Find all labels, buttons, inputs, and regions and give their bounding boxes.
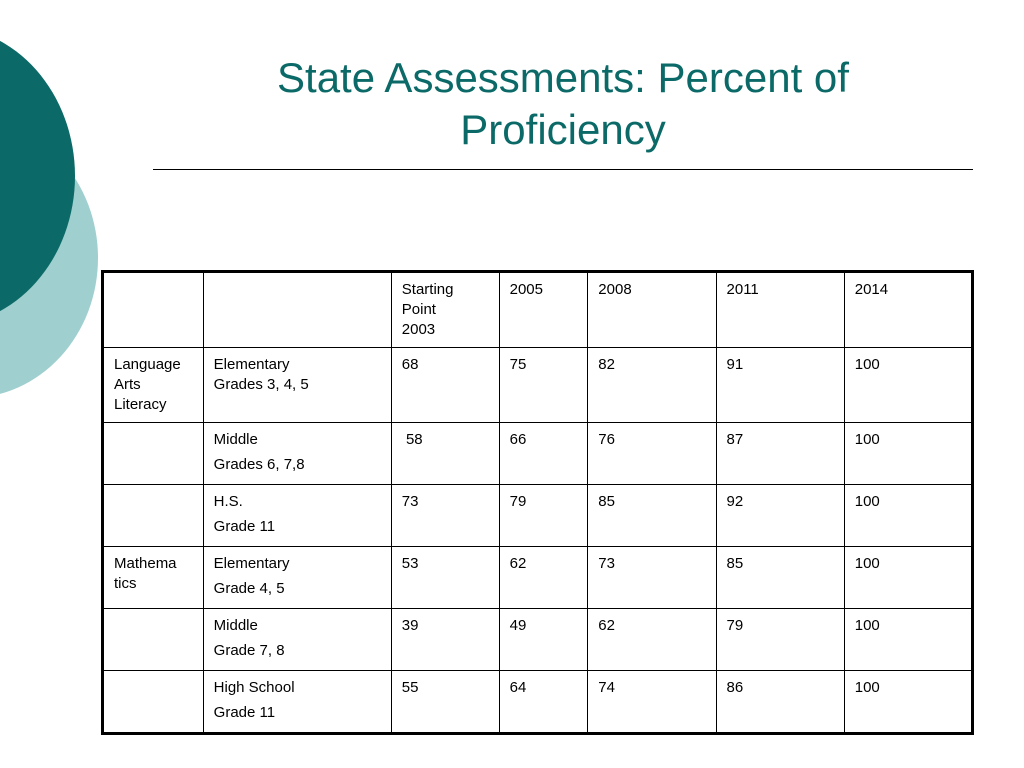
value-cell: 86: [716, 671, 844, 734]
value-cell: 92: [716, 485, 844, 547]
value-cell: 100: [844, 547, 972, 609]
title-line-1: State Assessments: Percent of: [277, 54, 849, 101]
subject-cell: Mathema tics: [103, 547, 204, 609]
proficiency-table: [101, 270, 974, 735]
value-cell: 85: [588, 485, 716, 547]
value-cell: 91: [716, 348, 844, 423]
header-cell-2008: 2008: [588, 272, 716, 348]
table-row: [103, 609, 973, 671]
value-cell: 87: [716, 423, 844, 485]
title-line-2: Proficiency: [460, 106, 666, 153]
value-cell: 62: [499, 547, 588, 609]
value-cell: 100: [844, 671, 972, 734]
header-cell-starting-point: Starting Point 2003: [391, 272, 499, 348]
proficiency-table-container: [101, 270, 974, 735]
value-cell: 68: [391, 348, 499, 423]
value-cell: 73: [588, 547, 716, 609]
value-cell: 85: [716, 547, 844, 609]
title-divider: [153, 169, 973, 170]
value-cell: 53: [391, 547, 499, 609]
level-cell: H.S. Grade 11: [203, 485, 391, 547]
table-row: [103, 547, 973, 609]
value-cell: 64: [499, 671, 588, 734]
value-cell: 100: [844, 348, 972, 423]
level-cell: Elementary Grades 3, 4, 5: [203, 348, 391, 423]
value-cell: 39: [391, 609, 499, 671]
value-cell: 73: [391, 485, 499, 547]
slide-title: [200, 52, 926, 156]
value-cell: 100: [844, 423, 972, 485]
header-cell-empty: [103, 272, 204, 348]
value-cell: 79: [499, 485, 588, 547]
level-cell: Elementary Grade 4, 5: [203, 547, 391, 609]
value-cell: 100: [844, 485, 972, 547]
header-cell-empty: [203, 272, 391, 348]
value-cell: 82: [588, 348, 716, 423]
value-cell: 58: [391, 423, 499, 485]
table-header-row: [103, 272, 973, 348]
level-cell: Middle Grades 6, 7,8: [203, 423, 391, 485]
value-cell: 75: [499, 348, 588, 423]
table-row: [103, 485, 973, 547]
value-cell: 62: [588, 609, 716, 671]
table-row: [103, 423, 973, 485]
value-cell: 55: [391, 671, 499, 734]
header-cell-2011: 2011: [716, 272, 844, 348]
header-cell-2005: 2005: [499, 272, 588, 348]
subject-cell: [103, 671, 204, 734]
level-cell: Middle Grade 7, 8: [203, 609, 391, 671]
value-cell: 74: [588, 671, 716, 734]
subject-cell: [103, 423, 204, 485]
header-cell-2014: 2014: [844, 272, 972, 348]
table-row: [103, 348, 973, 423]
subject-cell: [103, 485, 204, 547]
subject-cell: Language Arts Literacy: [103, 348, 204, 423]
value-cell: 79: [716, 609, 844, 671]
table-row: [103, 671, 973, 734]
value-cell: 100: [844, 609, 972, 671]
value-cell: 76: [588, 423, 716, 485]
value-cell: 49: [499, 609, 588, 671]
value-cell: 66: [499, 423, 588, 485]
subject-cell: [103, 609, 204, 671]
level-cell: High School Grade 11: [203, 671, 391, 734]
